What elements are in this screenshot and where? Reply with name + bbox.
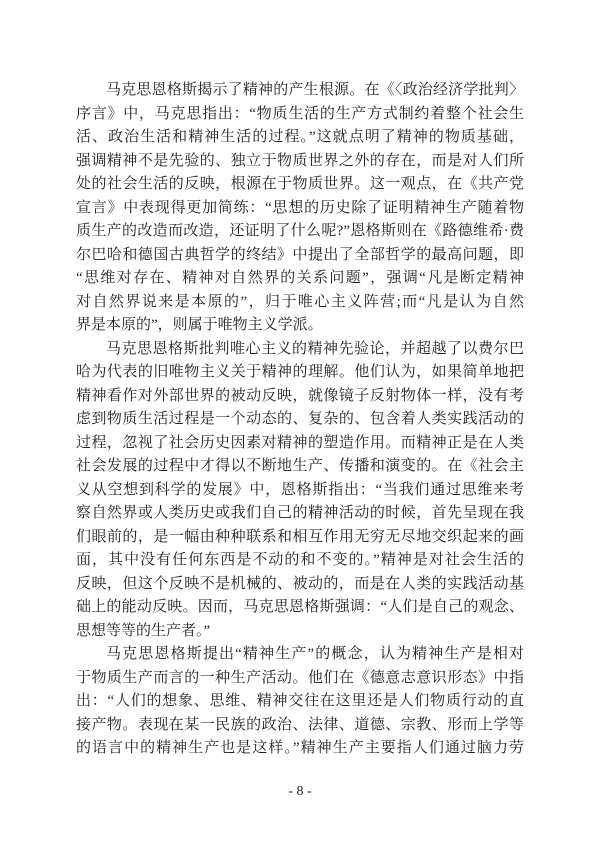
- text-line: 对自然界说来是本原的”，归于唯心主义阵营;而“凡是认为自然: [76, 293, 524, 310]
- text-line: 马克思恩格斯提出“精神生产”的概念，认为精神生产是相对: [106, 646, 524, 662]
- text-line: 础上的能动反映。因而，马克思恩格斯强调：“人们是自己的观念、: [76, 599, 524, 615]
- text-line: 出：“人们的想象、思维、精神交往在这里还是人们物质行动的直: [76, 693, 524, 709]
- text-line: 活、政治生活和精神生活的过程。”这就点明了精神的物质基础，: [76, 129, 524, 145]
- text-line: 尔巴哈和德国古典哲学的终结》中提出了全部哲学的最高问题，即: [76, 246, 524, 263]
- text-line: 的语言中的精神生产也是这样。”精神生产主要指人们通过脑力劳: [76, 740, 524, 756]
- text-line: 于物质生产而言的一种生产活动。他们在《德意志意识形态》中指: [76, 669, 524, 686]
- paragraph: [76, 79, 524, 338]
- text-line: 强调精神不是先验的、独立于物质世界之外的存在，而是对人们所: [76, 152, 524, 169]
- text-line: 序言》中，马克思指出：“物质生活的生产方式制约着整个社会生: [76, 105, 524, 122]
- document-body: [76, 79, 524, 761]
- text-line: 马克思恩格斯批判唯心主义的精神先验论，并超越了以费尔巴: [106, 340, 524, 357]
- text-line: 接产物。表现在某一民族的政治、法律、道德、宗教、形而上学等: [76, 716, 524, 733]
- text-line: 们眼前的，是一幅由种种联系和相互作用无穷无尽地交织起来的画: [76, 528, 524, 545]
- paragraph: [76, 338, 524, 644]
- text-line: 过程，忽视了社会历史因素对精神的塑造作用。而精神正是在人类: [76, 434, 524, 451]
- text-line: 宣言》中表现得更加简练：“思想的历史除了证明精神生产随着物: [76, 199, 524, 216]
- text-line: 虑到物质生活过程是一个动态的、复杂的、包含着人类实践活动的: [76, 411, 524, 427]
- text-line: 质生产的改造而改造，还证明了什么呢?”恩格斯则在《路德维希·费: [76, 223, 524, 239]
- text-line: 义从空想到科学的发展》中，恩格斯指出：“当我们通过思维来考: [76, 481, 524, 498]
- paragraph: [76, 643, 524, 761]
- text-line: 社会发展的过程中才得以不断地生产、传播和演变的。在《社会主: [76, 458, 524, 474]
- text-line: 精神看作对外部世界的被动反映，就像镜子反射物体一样，没有考: [76, 387, 524, 404]
- text-line: 界是本原的”，则属于唯物主义学派。: [76, 317, 323, 333]
- text-line: 反映，但这个反映不是机械的、被动的，而是在人类的实践活动基: [76, 575, 524, 592]
- text-line: 面，其中没有任何东西是不动的和不变的。”精神是对社会生活的: [76, 552, 524, 568]
- text-line: 察自然界或人类历史或我们自己的精神活动的时候，首先呈现在我: [76, 505, 524, 521]
- text-line: 思想等等的生产者。”: [76, 622, 211, 639]
- text-line: 马克思恩格斯揭示了精神的产生根源。在《〈政治经济学批判〉: [106, 82, 524, 98]
- text-line: 处的社会生活的反映，根源在于物质世界。这一观点，在《共产党: [76, 176, 524, 192]
- text-line: 哈为代表的旧唯物主义关于精神的理解。他们认为，如果简单地把: [76, 364, 524, 380]
- page-number: - 8 -: [288, 784, 312, 799]
- text-line: “思维对存在、精神对自然界的关系问题”，强调“凡是断定精神: [76, 270, 524, 286]
